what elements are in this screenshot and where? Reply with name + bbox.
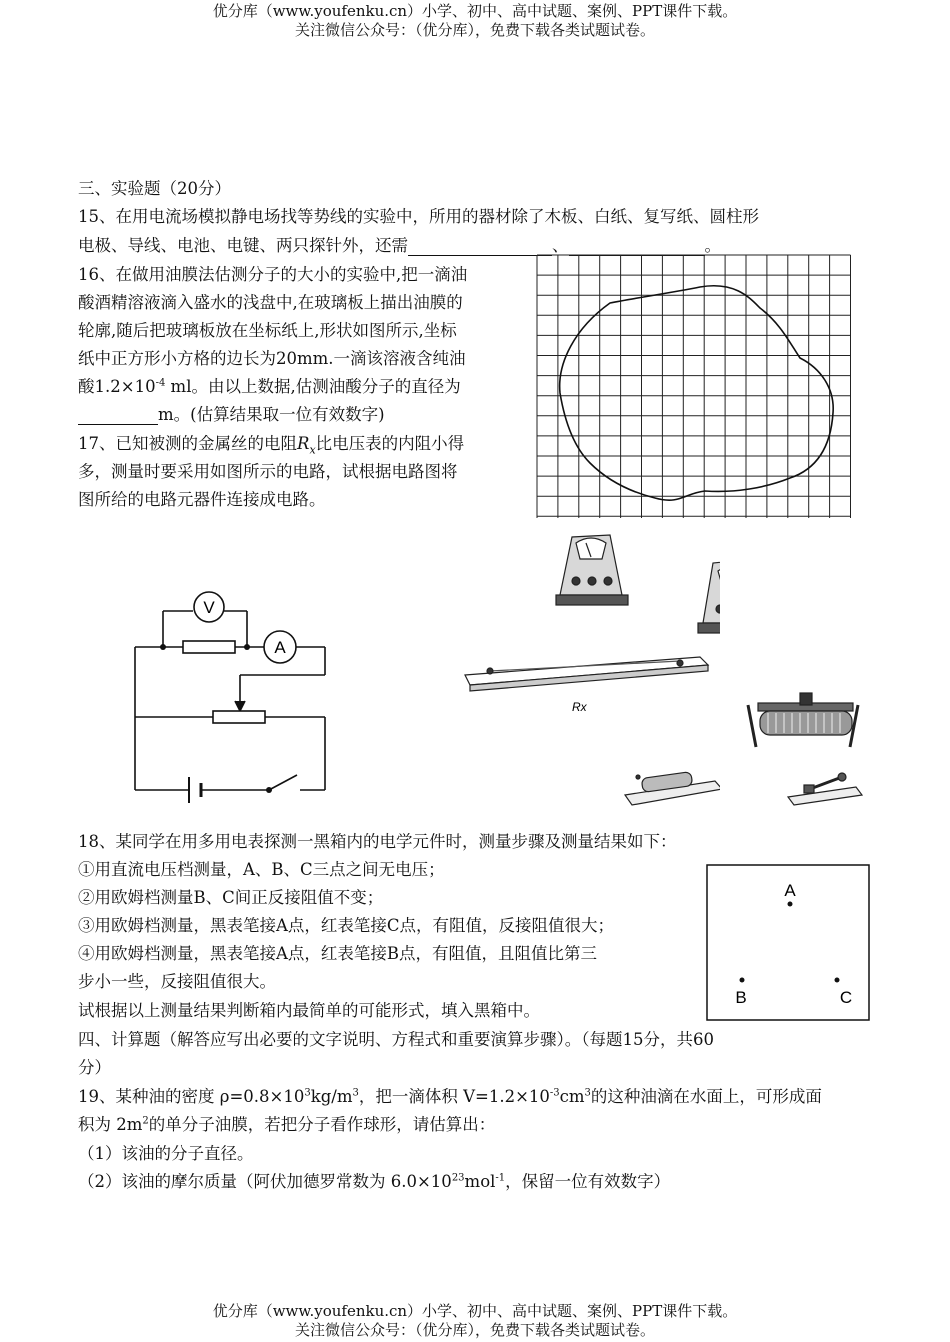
- header-line-1: 优分库（www.youfenku.cn）小学、初中、高中试题、案例、PPT课件下载。: [212, 2, 738, 20]
- q17-line-1-post: 比电压表的内阻小得: [315, 434, 465, 453]
- q16-line-6: [78, 401, 385, 425]
- meter-illustration-2: [698, 559, 720, 633]
- q19-l2a: 积为 2m: [78, 1115, 143, 1134]
- rx-wire-board: [465, 657, 708, 691]
- q15-end: 。: [704, 236, 721, 255]
- q16-line-3: 轮廓,随后把玻璃板放在坐标纸上,形状如图所示,坐标: [78, 321, 457, 340]
- q18-line-6: 步小一些，反接阻值很大。: [78, 972, 276, 991]
- q19-sub2c: ，保留一位有效数字）: [505, 1172, 671, 1191]
- q16-line-1: 16、在做用油膜法估测分子的大小的实验中,把一滴油: [78, 265, 468, 284]
- switch-pivot: [266, 787, 272, 793]
- equipment-illustration-right: [738, 685, 868, 810]
- equipment-illustration: [460, 525, 720, 810]
- q16-line-5-post: ml。由以上数据,估测油酸分子的直径为: [165, 377, 461, 396]
- q19-e1: 3: [304, 1087, 311, 1099]
- rx-symbol: R: [297, 434, 310, 453]
- q16-line-2: 酸酒精溶液滴入盛水的浅盘中,在玻璃板上描出油膜的: [78, 293, 463, 312]
- point-b-dot: [740, 978, 745, 983]
- q15-answer-blank-1[interactable]: [408, 236, 552, 256]
- q19-sub2e1: 23: [451, 1172, 465, 1184]
- q19-e4: 3: [584, 1087, 591, 1099]
- rx-equipment-label: Rx: [572, 700, 587, 714]
- header-line-2: 关注微信公众号：（优分库），免费下载各类试题试卷。: [294, 21, 655, 39]
- q15-separator: 、: [552, 236, 569, 255]
- q19-sub2e2: -1: [495, 1172, 506, 1184]
- junction-left: [160, 644, 166, 650]
- q19-line-2: [78, 1111, 495, 1135]
- point-c-label: C: [839, 988, 853, 1007]
- q19-sub2b: mol: [464, 1172, 496, 1191]
- point-a-dot: [788, 902, 793, 907]
- footer-line-1: 优分库（www.youfenku.cn）小学、初中、高中试题、案例、PPT课件下载。: [212, 1302, 738, 1320]
- black-box-diagram[interactable]: [706, 864, 871, 1022]
- q18-line-5: ④用欧姆档测量，黑表笔接A点，红表笔接B点，有阻值，且阻值比第三: [78, 944, 598, 963]
- q17-line-1: [78, 430, 465, 457]
- section-title-experiments: 三、实验题（20分）: [78, 179, 231, 198]
- q19-p4: cm: [559, 1087, 585, 1106]
- page-footer: [0, 1302, 950, 1340]
- q17-line-3: 图所给的电路元器件连接成电路。: [78, 490, 326, 509]
- q19-line-1: [78, 1083, 822, 1107]
- point-a-label: A: [784, 881, 796, 900]
- meter-illustration-1: [556, 535, 628, 605]
- point-b-label: B: [735, 988, 747, 1007]
- q18-line-4: ③用欧姆档测量，黑表笔接A点，红表笔接C点，有阻值，反接阻值很大；: [78, 916, 615, 935]
- q19-l2e: 2: [142, 1115, 149, 1127]
- q19-l2b: 的单分子油膜，若把分子看作球形，请估算出：: [148, 1115, 496, 1134]
- q16-line-5: [78, 373, 461, 397]
- battery-illustration: [625, 772, 720, 805]
- q15-line-1: 15、在用电流场模拟静电场找等势线的实验中，所用的器材除了木板、白纸、复写纸、圆柱形: [78, 207, 759, 226]
- q16-line-4: 纸中正方形小方格的边长为20mm.一滴该溶液含纯油: [78, 349, 466, 368]
- q19-sub2a: （2）该油的摩尔质量（阿伏加德罗常数为 6.0×10: [78, 1172, 452, 1191]
- rheostat-illustration: [748, 693, 858, 747]
- q19-e2: 3: [352, 1087, 359, 1099]
- rx-subscript: x: [309, 443, 316, 457]
- q18-line-1: 18、某同学在用多用电表探测一黑箱内的电学元件时，测量步骤及测量结果如下：: [78, 832, 677, 851]
- q19-sub-1: （1）该油的分子直径。: [78, 1144, 254, 1163]
- q17-line-2: 多，测量时要采用如图所示的电路，试根据电路图将: [78, 462, 458, 481]
- q19-p3: ，把一滴体积 V=1.2×10: [358, 1087, 550, 1106]
- oil-film-grid-figure: [535, 253, 851, 518]
- voltmeter-label: V: [203, 598, 215, 617]
- section4-line-2: 分）: [78, 1058, 111, 1077]
- q19-p5: 的这种油滴在水面上，可形成面: [590, 1087, 822, 1106]
- q19-sub-2: [78, 1168, 670, 1192]
- junction-right: [244, 644, 250, 650]
- q19-e3: -3: [549, 1087, 560, 1099]
- q17-line-1-pre: 17、已知被测的金属丝的电阻: [78, 434, 297, 453]
- ammeter-label: A: [274, 638, 286, 657]
- switch-illustration: [788, 773, 862, 805]
- grid-lines: [537, 255, 851, 518]
- q19-p1: 19、某种油的密度 ρ=0.8×10: [78, 1087, 305, 1106]
- q16-line-5-pre: 酸1.2×10: [78, 377, 156, 396]
- q15-text: 电极、导线、电池、电键、两只探针外，还需: [78, 236, 408, 255]
- switch-lever: [269, 775, 297, 790]
- circuit-diagram: [125, 585, 340, 810]
- oil-film-outline: [560, 286, 834, 500]
- q16-line-6-post: m。(估算结果取一位有效数字): [158, 405, 385, 424]
- page-header: [0, 2, 950, 40]
- rheostat-symbol: [213, 711, 265, 723]
- q16-answer-blank[interactable]: [78, 405, 158, 425]
- q18-line-7: 试根据以上测量结果判断箱内最简单的可能形式，填入黑箱中。: [78, 1001, 540, 1020]
- q18-line-2: ①用直流电压档测量，A、B、C三点之间无电压；: [78, 860, 445, 879]
- q18-line-3: ②用欧姆档测量B、C间正反接阻值不变；: [78, 888, 384, 907]
- q19-p2: kg/m: [310, 1087, 353, 1106]
- section4-line-1: 四、计算题（解答应写出必要的文字说明、方程式和重要演算步骤）。（每题15分，共60: [78, 1030, 714, 1049]
- rx-resistor-symbol: [183, 641, 235, 653]
- point-c-dot: [835, 978, 840, 983]
- footer-line-2: 关注微信公众号：（优分库），免费下载各类试题试卷。: [294, 1321, 655, 1339]
- q16-exponent: -4: [155, 377, 166, 389]
